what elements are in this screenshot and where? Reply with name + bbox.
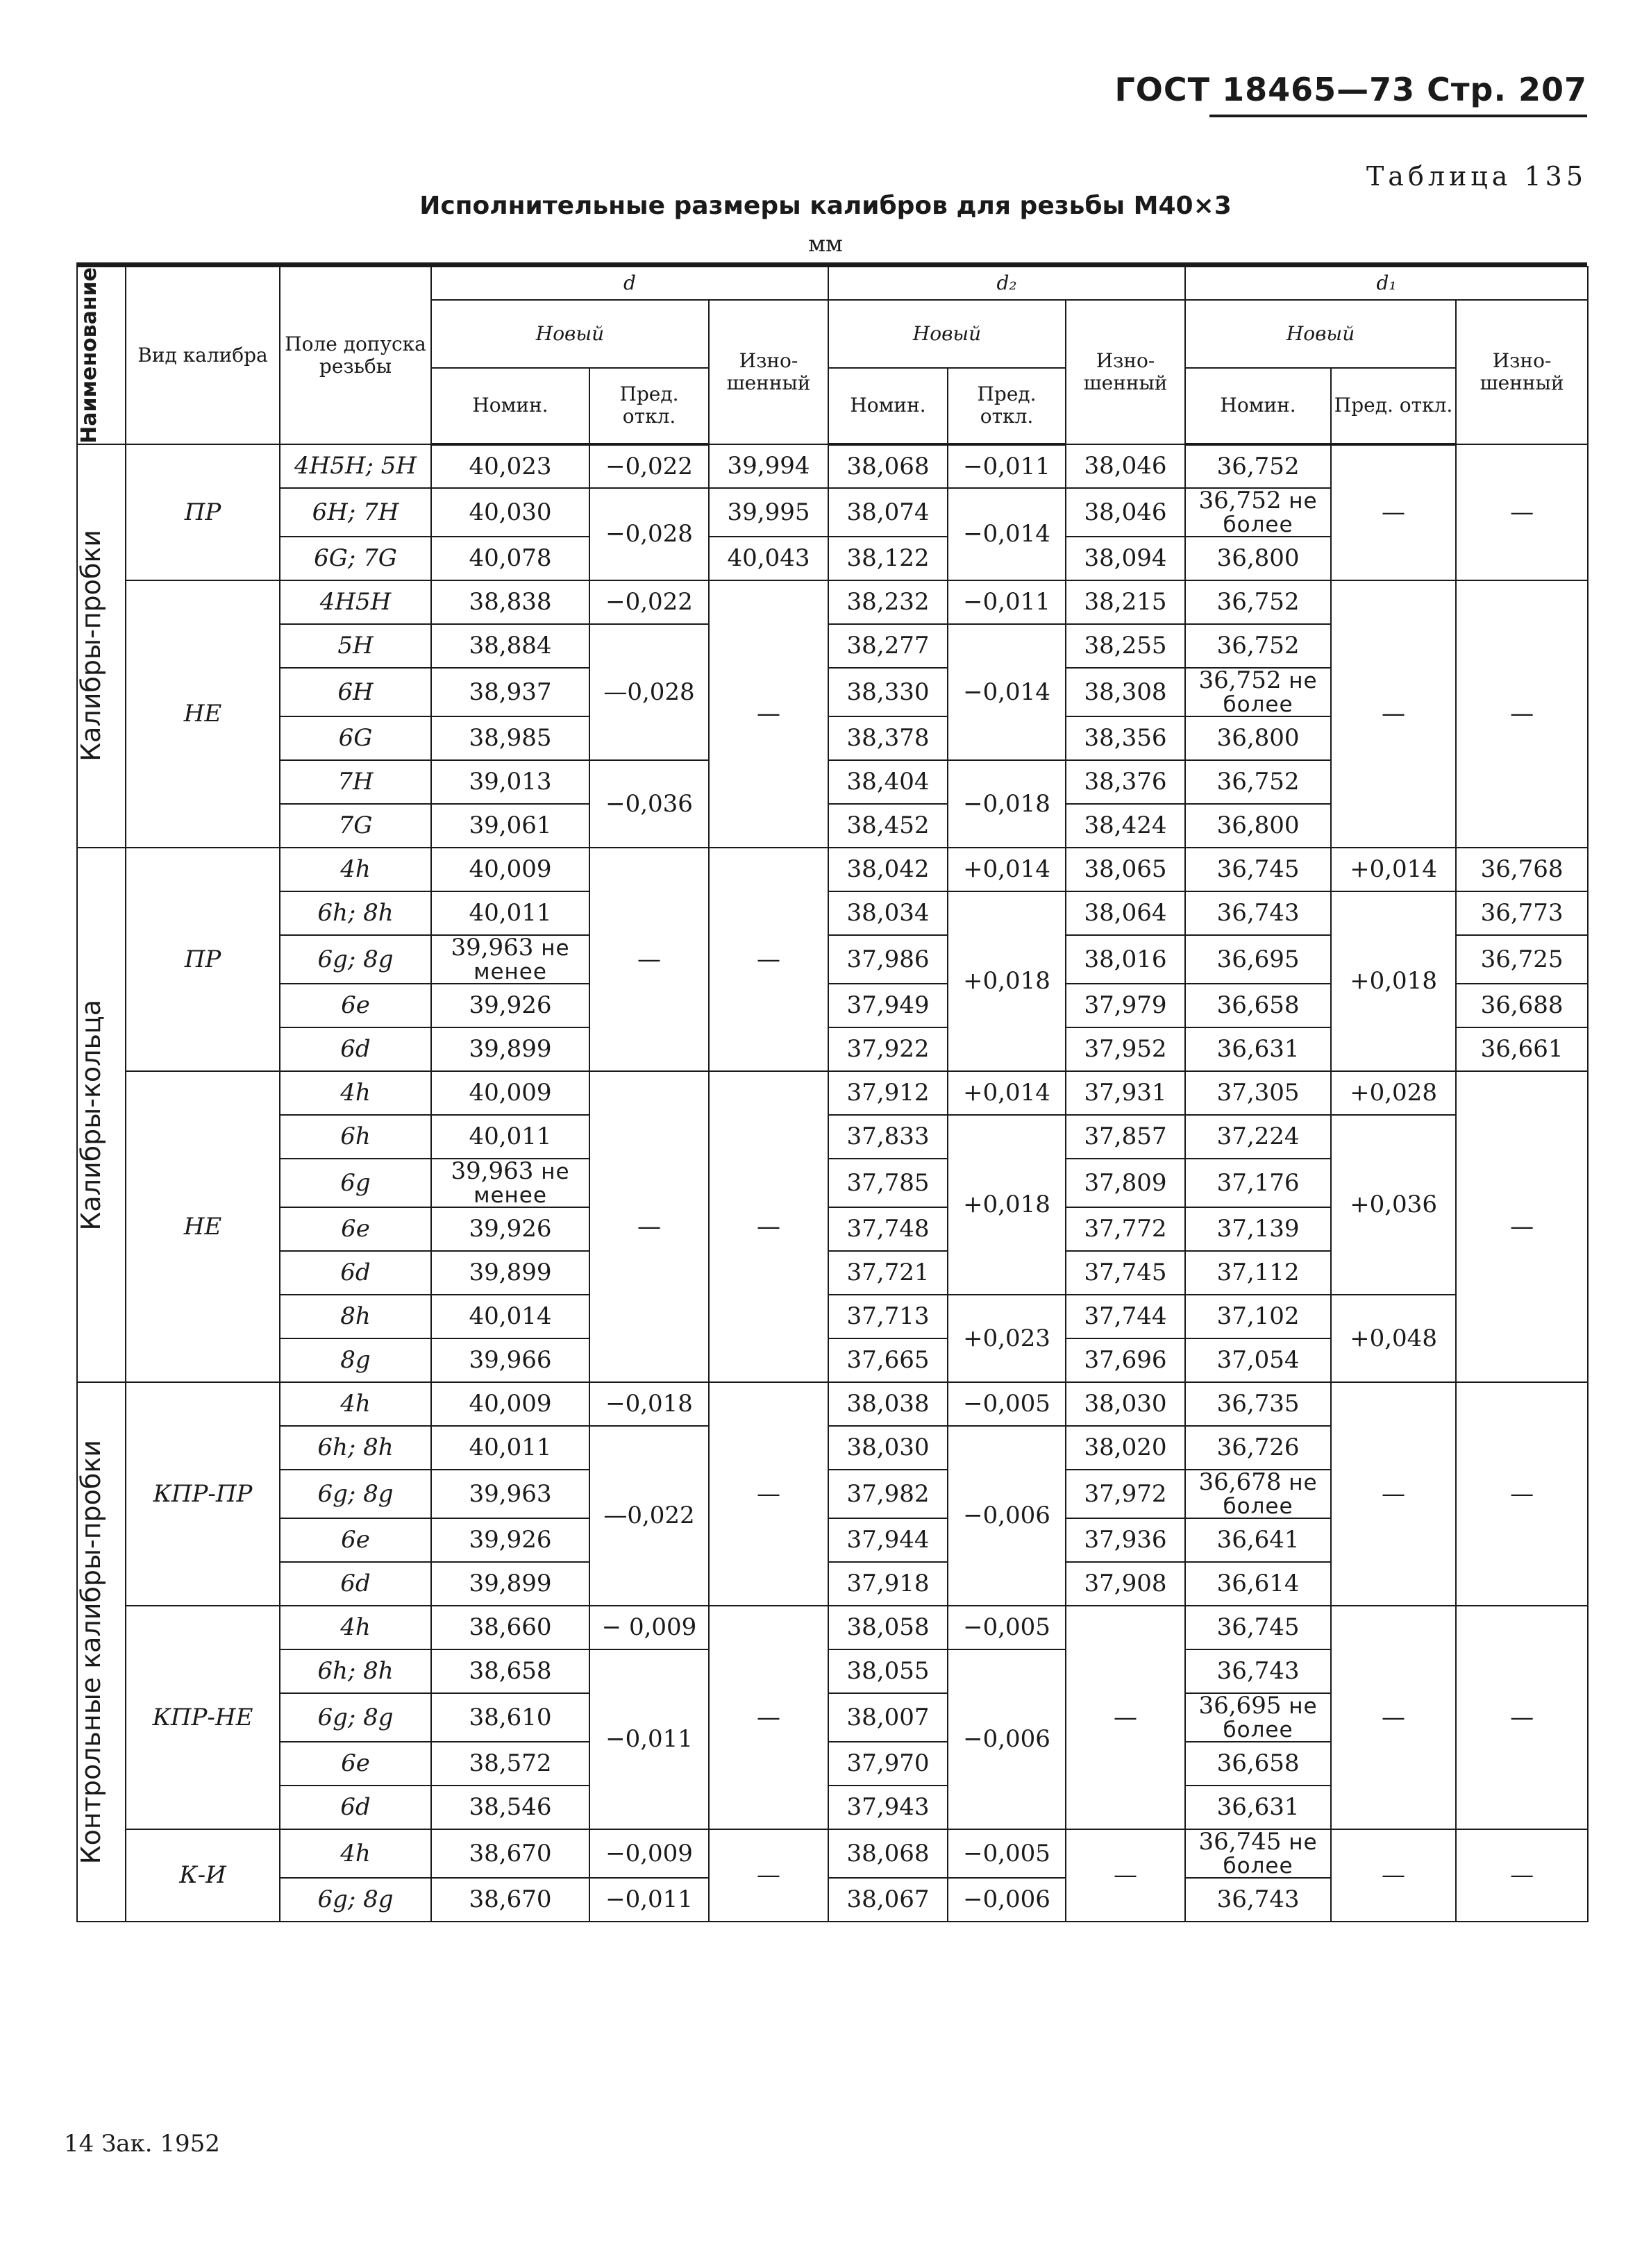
d-nom-cell: 39,926 — [431, 984, 589, 1027]
d1-dev-cell: +0,014 — [1331, 848, 1456, 891]
d2-worn-cell: 37,979 — [1066, 984, 1185, 1027]
dash: — — [1510, 1703, 1534, 1731]
d2-nom-cell: 38,122 — [828, 537, 948, 580]
d2-worn-cell: 38,020 — [1066, 1426, 1185, 1470]
d2-worn-cell: 38,308 — [1066, 668, 1185, 716]
gauge-table — [76, 266, 1589, 1922]
table-row — [77, 1115, 1588, 1159]
d-worn-cell — [709, 848, 828, 1071]
d-nom-cell: 40,014 — [431, 1295, 589, 1338]
table-row — [77, 1829, 1588, 1878]
d-nom-cell: 40,011 — [431, 891, 589, 935]
d2-worn-cell: 38,065 — [1066, 848, 1185, 891]
field-cell: 6h; 8h — [280, 1649, 431, 1693]
field-cell: 6h — [280, 1115, 431, 1159]
d1-nom-cell: 37,102 — [1185, 1295, 1331, 1338]
d-dev-cell: −0,009 — [589, 1829, 709, 1878]
d2-worn-cell: 38,064 — [1066, 891, 1185, 935]
field-cell: 6h; 8h — [280, 891, 431, 935]
col-d1-header: d₁ — [1185, 267, 1588, 300]
d2-worn-cell: 37,696 — [1066, 1338, 1185, 1382]
kind-cell: ПР — [126, 444, 280, 580]
table-row — [77, 1382, 1588, 1426]
d-nom-cell: 40,011 — [431, 1115, 589, 1159]
note-not-more: не более — [1223, 1693, 1318, 1742]
d1-nom-cell: 36,631 — [1185, 1786, 1331, 1829]
d1-worn-cell — [1456, 580, 1588, 848]
d2-worn-cell: 38,094 — [1066, 537, 1185, 580]
d-nom-cell: 39,899 — [431, 1562, 589, 1606]
field-cell: 7G — [280, 804, 431, 848]
d-dev-cell: —0,022 — [589, 1426, 709, 1606]
field-cell: 8g — [280, 1338, 431, 1382]
field-cell: 6e — [280, 984, 431, 1027]
note-not-more: не более — [1223, 1829, 1318, 1879]
col-field-header: Поле допуска резьбы — [280, 267, 431, 444]
d1-nom-header: Номин. — [1185, 368, 1331, 444]
d1-worn-cell — [1456, 1829, 1588, 1922]
d1-nom-cell: 37,139 — [1185, 1207, 1331, 1251]
d-dev-cell: −0,036 — [589, 760, 709, 848]
d-nom-cell: 40,009 — [431, 1071, 589, 1115]
kind-cell: ПР — [126, 848, 280, 1071]
d1-nom-cell: 36,752 — [1185, 580, 1331, 624]
note-not-more: не более — [1223, 668, 1318, 717]
dash: — — [1114, 1861, 1138, 1890]
field-cell: 4H5H; 5H — [280, 444, 431, 488]
dash: — — [757, 945, 780, 973]
d-dev-cell: −0,018 — [589, 1382, 709, 1426]
d1-nom-cell: 37,176 — [1185, 1159, 1331, 1207]
d-worn-cell: 40,043 — [709, 537, 828, 580]
d-nom-cell: 38,546 — [431, 1786, 589, 1829]
d2-nom-cell: 37,833 — [828, 1115, 948, 1159]
d2-worn-cell: 38,356 — [1066, 716, 1185, 760]
dash: — — [757, 700, 780, 728]
d1-nom-cell: 36,800 — [1185, 716, 1331, 760]
d1-dev-cell: +0,018 — [1331, 891, 1456, 1071]
field-cell: 6e — [280, 1742, 431, 1786]
d-nom-cell: 39,966 — [431, 1338, 589, 1382]
d2-nom-cell: 38,042 — [828, 848, 948, 891]
d2-worn-cell: 37,772 — [1066, 1207, 1185, 1251]
table-row — [77, 848, 1588, 891]
d1-nom-cell: 36,678 не более — [1185, 1470, 1331, 1518]
d1-nom-cell: 36,752 — [1185, 444, 1331, 488]
note-not-less: не менее — [473, 1159, 570, 1208]
d2-dev-cell: −0,005 — [948, 1829, 1066, 1878]
kind-cell: КПР-ПР — [126, 1382, 280, 1606]
d1-worn-cell: 36,768 — [1456, 848, 1588, 891]
field-cell: 4h — [280, 848, 431, 891]
d1-nom-cell: 36,726 — [1185, 1426, 1331, 1470]
dash: — — [757, 1861, 780, 1890]
d2-nom-cell: 37,785 — [828, 1159, 948, 1207]
d2-nom-cell: 38,452 — [828, 804, 948, 848]
field-cell: 6e — [280, 1207, 431, 1251]
d1-nom-cell: 36,800 — [1185, 804, 1331, 848]
d-nom-cell: 39,926 — [431, 1207, 589, 1251]
group-name-control-plugs: Контрольные калибры-пробки — [77, 1382, 126, 1922]
d1-worn-cell: 36,688 — [1456, 984, 1588, 1027]
d2-nom-cell: 38,007 — [828, 1693, 948, 1742]
d1-nom-cell: 36,752 — [1185, 624, 1331, 668]
field-cell: 5H — [280, 624, 431, 668]
d2-nom-cell: 37,918 — [828, 1562, 948, 1606]
d1-nom-cell: 36,614 — [1185, 1562, 1331, 1606]
d1-nom-cell: 36,735 — [1185, 1382, 1331, 1426]
d1-nom-cell: 37,112 — [1185, 1251, 1331, 1295]
d2-nom-cell: 37,943 — [828, 1786, 948, 1829]
group-name-plugs: Калибры-пробки — [77, 444, 126, 848]
d2-worn-cell — [1066, 1829, 1185, 1922]
d-nom-cell: 40,030 — [431, 488, 589, 537]
dash: — — [1382, 498, 1406, 527]
d2-worn-cell: 38,030 — [1066, 1382, 1185, 1426]
field-cell: 6e — [280, 1518, 431, 1562]
d2-dev-cell: −0,018 — [948, 760, 1066, 848]
dash: — — [757, 1703, 780, 1731]
d-nom-cell: 38,985 — [431, 716, 589, 760]
field-cell: 6g; 8g — [280, 935, 431, 984]
d1-nom-cell: 37,054 — [1185, 1338, 1331, 1382]
d1-worn-cell: 36,661 — [1456, 1027, 1588, 1071]
d2-dev-cell: −0,014 — [948, 624, 1066, 760]
d2-nom-cell: 38,232 — [828, 580, 948, 624]
dash: — — [1510, 498, 1534, 526]
d1-worn-cell — [1456, 444, 1588, 580]
note-not-less: не менее — [473, 935, 570, 984]
d2-dev-cell: −0,014 — [948, 488, 1066, 580]
field-cell: 4h — [280, 1829, 431, 1878]
dash: — — [1382, 1479, 1406, 1508]
note-not-more: не более — [1223, 488, 1318, 537]
dash: — — [1510, 700, 1534, 728]
d-nom-cell: 40,009 — [431, 1382, 589, 1426]
d1-dev-cell — [1331, 1382, 1456, 1606]
page-header — [1115, 71, 1588, 108]
table-title: Исполнительные размеры калибров для резьбы M40×3 — [419, 192, 1232, 220]
field-cell: 6g; 8g — [280, 1693, 431, 1742]
d1-nom-cell: 36,752 не более — [1185, 488, 1331, 537]
d2-worn-cell: 37,857 — [1066, 1115, 1185, 1159]
d2-dev-cell: −0,006 — [948, 1426, 1066, 1606]
d2-worn-cell: 38,255 — [1066, 624, 1185, 668]
col-name-header: Наименование — [77, 267, 126, 444]
kind-cell: НЕ — [126, 1071, 280, 1382]
d2-nom-cell: 37,970 — [828, 1742, 948, 1786]
d-nom-cell: 39,926 — [431, 1518, 589, 1562]
dash: — — [1382, 1861, 1406, 1890]
field-cell: 8h — [280, 1295, 431, 1338]
field-cell: 4h — [280, 1382, 431, 1426]
dash: — — [1382, 700, 1406, 728]
field-cell: 6g; 8g — [280, 1470, 431, 1518]
d-dev-header: Пред. откл. — [589, 368, 709, 444]
dash: — — [637, 1212, 661, 1241]
field-cell: 6h; 8h — [280, 1426, 431, 1470]
d2-nom-cell: 38,058 — [828, 1606, 948, 1649]
d1-worn-cell — [1456, 1071, 1588, 1382]
d1-nom-cell: 36,695 не более — [1185, 1693, 1331, 1742]
d1-nom-cell: 36,658 — [1185, 1742, 1331, 1786]
d2-dev-cell: −0,005 — [948, 1606, 1066, 1649]
d2-nom-cell: 38,330 — [828, 668, 948, 716]
dash: — — [1510, 1479, 1534, 1508]
d2-worn-cell: 38,046 — [1066, 444, 1185, 488]
d-dev-cell: −0,011 — [589, 1649, 709, 1829]
d-nom-cell: 38,660 — [431, 1606, 589, 1649]
d2-nom-cell: 38,277 — [828, 624, 948, 668]
d2-nom-cell: 37,949 — [828, 984, 948, 1027]
d1-dev-cell — [1331, 444, 1456, 580]
d2-dev-cell: +0,014 — [948, 1071, 1066, 1115]
d-worn-cell — [709, 580, 828, 848]
d1-dev-header: Пред. откл. — [1331, 368, 1456, 444]
field-cell: 6d — [280, 1027, 431, 1071]
d2-dev-cell: −0,011 — [948, 580, 1066, 624]
d-nom-cell: 38,658 — [431, 1649, 589, 1693]
d-dev-cell: −0,022 — [589, 580, 709, 624]
d1-new-header: Новый — [1185, 300, 1456, 368]
d2-worn-cell: 37,952 — [1066, 1027, 1185, 1071]
d-nom-cell: 39,061 — [431, 804, 589, 848]
d2-nom-cell: 38,404 — [828, 760, 948, 804]
d2-dev-cell: +0,014 — [948, 848, 1066, 891]
field-cell: 4H5H — [280, 580, 431, 624]
dash: — — [757, 1479, 780, 1508]
d-nom-cell: 40,078 — [431, 537, 589, 580]
d2-worn-cell: 37,745 — [1066, 1251, 1185, 1295]
d-dev-cell: —0,028 — [589, 624, 709, 760]
d1-nom-cell: 36,641 — [1185, 1518, 1331, 1562]
d1-nom-cell: 37,224 — [1185, 1115, 1331, 1159]
d-nom-cell: 40,009 — [431, 848, 589, 891]
field-cell: 6d — [280, 1786, 431, 1829]
d2-nom-cell: 37,986 — [828, 935, 948, 984]
dash: — — [1510, 1212, 1534, 1241]
d2-worn-header: Изно-шенный — [1066, 300, 1185, 444]
d1-nom-cell: 36,800 — [1185, 537, 1331, 580]
d2-nom-cell: 37,982 — [828, 1470, 948, 1518]
d2-new-header: Новый — [828, 300, 1066, 368]
d-nom-cell: 39,013 — [431, 760, 589, 804]
d1-nom-cell: 36,743 — [1185, 891, 1331, 935]
d2-nom-cell: 38,068 — [828, 1829, 948, 1878]
d-dev-cell: − 0,009 — [589, 1606, 709, 1649]
d1-nom-cell: 36,745 — [1185, 848, 1331, 891]
d-worn-cell: 39,995 — [709, 488, 828, 537]
d2-nom-cell: 37,912 — [828, 1071, 948, 1115]
d2-worn-cell: 37,809 — [1066, 1159, 1185, 1207]
d1-dev-cell: +0,048 — [1331, 1295, 1456, 1382]
field-cell: 6d — [280, 1562, 431, 1606]
d2-nom-header: Номин. — [828, 368, 948, 444]
d2-worn-cell: 38,215 — [1066, 580, 1185, 624]
field-cell: 6G — [280, 716, 431, 760]
field-cell: 6H — [280, 668, 431, 716]
d1-nom-cell: 37,305 — [1185, 1071, 1331, 1115]
d1-dev-cell — [1331, 580, 1456, 848]
d2-nom-cell: 38,378 — [828, 716, 948, 760]
d1-nom-cell: 36,752 — [1185, 760, 1331, 804]
d2-nom-cell: 38,074 — [828, 488, 948, 537]
table-row — [77, 580, 1588, 624]
d2-dev-cell: +0,018 — [948, 1115, 1066, 1295]
table-row — [77, 1071, 1588, 1115]
d-nom-cell: 39,963 не менее — [431, 935, 589, 984]
page-number: Стр. 207 — [1427, 71, 1587, 108]
note-not-more: не более — [1223, 1470, 1318, 1519]
col-d2-header: d₂ — [828, 267, 1185, 300]
d2-dev-cell: −0,006 — [948, 1649, 1066, 1829]
d2-nom-cell: 37,922 — [828, 1027, 948, 1071]
d-nom-cell: 38,670 — [431, 1829, 589, 1878]
table-label: Таблица 135 — [1366, 161, 1587, 192]
d-nom-cell: 38,572 — [431, 1742, 589, 1786]
table-row — [77, 1295, 1588, 1338]
col-d-header: d — [431, 267, 828, 300]
d1-worn-header: Изно-шенный — [1456, 300, 1588, 444]
d-nom-cell: 38,937 — [431, 668, 589, 716]
dash: — — [637, 945, 661, 973]
d-worn-cell — [709, 1606, 828, 1829]
d2-dev-cell: +0,018 — [948, 891, 1066, 1071]
d-nom-cell: 39,963 — [431, 1470, 589, 1518]
d2-dev-cell: −0,006 — [948, 1878, 1066, 1922]
d1-nom-cell: 36,695 — [1185, 935, 1331, 984]
d-worn-cell: 39,994 — [709, 444, 828, 488]
table-row — [77, 444, 1588, 488]
table-unit: мм — [808, 230, 843, 257]
field-cell: 7H — [280, 760, 431, 804]
d1-dev-cell — [1331, 1829, 1456, 1922]
table-row — [77, 891, 1588, 935]
d2-nom-cell: 37,713 — [828, 1295, 948, 1338]
field-cell: 6g; 8g — [280, 1878, 431, 1922]
d-nom-cell: 39,963 не менее — [431, 1159, 589, 1207]
field-cell: 6G; 7G — [280, 537, 431, 580]
field-cell: 6g — [280, 1159, 431, 1207]
dash: — — [757, 1212, 780, 1241]
d2-worn-cell: 38,016 — [1066, 935, 1185, 984]
d-new-header: Новый — [431, 300, 709, 368]
d1-dev-cell — [1331, 1606, 1456, 1829]
d-nom-cell: 40,023 — [431, 444, 589, 488]
field-cell: 4h — [280, 1606, 431, 1649]
header-rule — [1209, 115, 1587, 117]
d-dev-cell: −0,022 — [589, 444, 709, 488]
d-nom-header: Номин. — [431, 368, 589, 444]
d2-worn-cell — [1066, 1606, 1185, 1829]
d1-dev-cell: +0,036 — [1331, 1115, 1456, 1295]
d1-worn-cell — [1456, 1382, 1588, 1606]
d2-nom-cell: 37,944 — [828, 1518, 948, 1562]
d2-nom-cell: 38,068 — [828, 444, 948, 488]
d-nom-cell: 38,884 — [431, 624, 589, 668]
d1-worn-cell — [1456, 1606, 1588, 1829]
d-dev-cell: −0,028 — [589, 488, 709, 580]
d2-nom-cell: 38,034 — [828, 891, 948, 935]
d2-nom-cell: 38,067 — [828, 1878, 948, 1922]
kind-cell: К-И — [126, 1829, 280, 1922]
col-kind-header: Вид калибра — [126, 267, 280, 444]
d2-nom-cell: 37,748 — [828, 1207, 948, 1251]
d2-worn-cell: 37,931 — [1066, 1071, 1185, 1115]
d-dev-cell — [589, 1071, 709, 1382]
dash: — — [1114, 1703, 1138, 1731]
d2-worn-cell: 38,046 — [1066, 488, 1185, 537]
d2-worn-cell: 38,376 — [1066, 760, 1185, 804]
kind-cell: НЕ — [126, 580, 280, 848]
d2-worn-cell: 38,424 — [1066, 804, 1185, 848]
page-footer: 14 Зак. 1952 — [64, 2130, 220, 2158]
d1-worn-cell: 36,773 — [1456, 891, 1588, 935]
d2-worn-cell: 37,908 — [1066, 1562, 1185, 1606]
field-cell: 4h — [280, 1071, 431, 1115]
d2-nom-cell: 38,030 — [828, 1426, 948, 1470]
d-worn-header: Изно-шенный — [709, 300, 828, 444]
d-worn-cell — [709, 1071, 828, 1382]
d2-dev-cell: −0,011 — [948, 444, 1066, 488]
d1-dev-cell: +0,028 — [1331, 1071, 1456, 1115]
field-cell: 6H; 7H — [280, 488, 431, 537]
kind-cell: КПР-НЕ — [126, 1606, 280, 1829]
d-nom-cell: 39,899 — [431, 1027, 589, 1071]
d1-nom-cell: 36,631 — [1185, 1027, 1331, 1071]
d-nom-cell: 38,610 — [431, 1693, 589, 1742]
d2-nom-cell: 37,721 — [828, 1251, 948, 1295]
d-worn-cell — [709, 1382, 828, 1606]
d1-nom-cell: 36,745 не более — [1185, 1829, 1331, 1878]
d2-nom-cell: 38,055 — [828, 1649, 948, 1693]
d1-nom-cell: 36,745 — [1185, 1606, 1331, 1649]
d2-dev-cell: −0,005 — [948, 1382, 1066, 1426]
d1-nom-cell: 36,743 — [1185, 1878, 1331, 1922]
d-nom-cell: 38,838 — [431, 580, 589, 624]
d2-worn-cell: 37,936 — [1066, 1518, 1185, 1562]
dash: — — [1510, 1861, 1534, 1890]
table-row — [77, 1606, 1588, 1649]
standard-number: ГОСТ 18465—73 — [1114, 71, 1416, 108]
d2-nom-cell: 37,665 — [828, 1338, 948, 1382]
d1-nom-cell: 36,658 — [1185, 984, 1331, 1027]
d-nom-cell: 40,011 — [431, 1426, 589, 1470]
d-dev-cell: −0,011 — [589, 1878, 709, 1922]
d2-worn-cell: 37,744 — [1066, 1295, 1185, 1338]
d-nom-cell: 39,899 — [431, 1251, 589, 1295]
d2-nom-cell: 38,038 — [828, 1382, 948, 1426]
d2-dev-cell: +0,023 — [948, 1295, 1066, 1382]
field-cell: 6d — [280, 1251, 431, 1295]
dash: — — [1382, 1703, 1406, 1731]
d1-nom-cell: 36,743 — [1185, 1649, 1331, 1693]
d-worn-cell — [709, 1829, 828, 1922]
d-nom-cell: 38,670 — [431, 1878, 589, 1922]
group-name-rings: Калибры-кольца — [77, 848, 126, 1382]
d1-nom-cell: 36,752 не более — [1185, 668, 1331, 716]
d2-dev-header: Пред. откл. — [948, 368, 1066, 444]
d-dev-cell — [589, 848, 709, 1071]
d1-worn-cell: 36,725 — [1456, 935, 1588, 984]
d2-worn-cell: 37,972 — [1066, 1470, 1185, 1518]
